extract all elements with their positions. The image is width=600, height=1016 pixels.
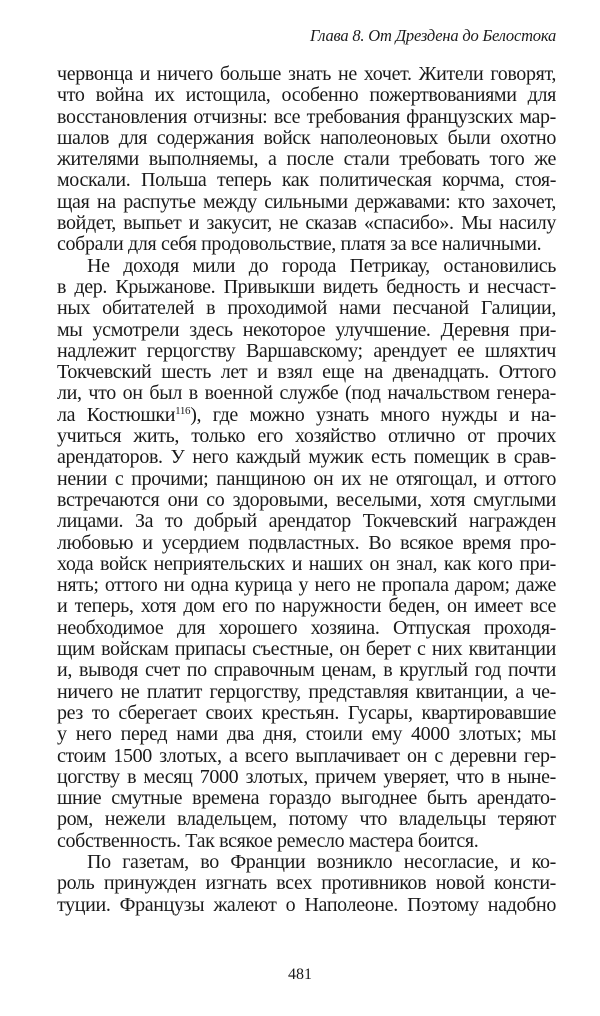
text-line: собрали для себя продовольствие, платя за все наличными.: [57, 233, 542, 256]
text-line: лицами. За то добрый арендатор Токчевский награжден: [57, 510, 556, 533]
text-line: собственность. Так всякое ремесло мастера боится.: [57, 829, 479, 852]
text-line: По газетам, во Франции возникло несогласие, и ко-: [87, 850, 556, 873]
text-line: ли, что он был в военной службе (под начальством генера-: [57, 382, 556, 405]
text-line: встречаются они со здоровыми, веселыми, хотя смуглыми: [57, 488, 556, 511]
text-line: восстановления отчизны: все требования французских мар-: [57, 105, 556, 128]
text-line: ром, нежели владельцем, потому что владельцы теряют: [57, 808, 556, 831]
footnote-reference[interactable]: 116: [175, 404, 191, 417]
text-line: щая на распутье между сильными державами: кто захочет,: [57, 190, 556, 213]
text-line: в дер. Крыжанове. Привыкши видеть бедность и несчаст-: [57, 275, 556, 298]
text-line: любовью и усердием подвластных. Во всякое время про-: [57, 531, 556, 554]
page-number: 481: [288, 966, 312, 983]
text-line: надлежит герцогству Варшавскому; арендует ее шляхтич: [57, 339, 556, 362]
running-head: Глава 8. От Дрездена до Белостока: [310, 26, 556, 45]
text-line: мы усмотрели здесь некоторое улучшение. Деревня при-: [57, 318, 556, 341]
text-line: червонца и ничего больше знать не хочет. Жители говорят,: [57, 63, 556, 85]
text-line: войдет, выпьет и закусит, не сказав «спасибо». Мы насилу: [57, 212, 556, 235]
text-line: шние смутные времена гораздо выгоднее быть арендато-: [57, 787, 556, 810]
text-line: нять; оттого ни одна курица у него не пропала даром; даже: [57, 574, 556, 597]
text-line: цогству в месяц 7000 злотых, причем уверяет, что в ныне-: [57, 765, 556, 788]
text-line: щим войскам припасы съестные, он берет с них квитанции: [57, 638, 556, 661]
text-line: ных обитателей в проходимой нами песчаной Галиции,: [57, 297, 556, 320]
text-line: необходимое для хорошего хозяина. Отпуская проходя-: [57, 616, 556, 639]
text-line: у него перед нами два дня, стоили ему 4000 злотых; мы: [57, 723, 556, 746]
text-line: арендаторов. У него каждый мужик есть помещик в срав-: [57, 446, 556, 469]
text-line: стоим 1500 злотых, а всего выплачивает он с деревни гер-: [57, 744, 556, 767]
text-line: ничего не платит герцогству, представляя квитанции, а че-: [57, 680, 556, 703]
text-line: Не доходя мили до города Петрикау, остановились: [87, 254, 556, 277]
text-line: роль принужден изгнать всех противников новой консти-: [57, 872, 556, 895]
text-line: Токчевский шесть лет и взял еще на двенадцать. Оттого: [57, 361, 556, 384]
text-line: туции. Французы жалеют о Наполеоне. Поэтому надобно: [57, 893, 556, 916]
text-line: жителями выполняемы, а после стали требовать того же: [57, 148, 556, 171]
body-text: [57, 64, 556, 916]
text-line: учиться жить, только его хозяйство отлично от прочих: [57, 425, 556, 448]
text-line: шалов для содержания войск наполеоновых были охотно: [57, 126, 556, 149]
text-line: рез то сберегает своих крестьян. Гусары, квартировавшие: [57, 701, 556, 724]
text-line: что война их истощила, особенно пожертвованиями для: [57, 84, 556, 107]
text-line: [57, 405, 556, 426]
text-line: и теперь, хотя дом его по наружности беден, он имеет все: [57, 595, 556, 618]
text-line: хода войск неприятельских и наших он знал, как кого при-: [57, 552, 556, 575]
text-segment: ла Костюшки: [57, 403, 176, 426]
text-line: и, выводя счет по справочным ценам, в круглый год почти: [57, 659, 556, 682]
text-line: нении с прочими; панщиною он их не отягощал, и оттого: [57, 467, 556, 490]
text-line: москали. Польша теперь как политическая корчма, стоя-: [57, 169, 556, 192]
text-segment: ), где можно узнать много нужды и на-: [190, 403, 556, 426]
